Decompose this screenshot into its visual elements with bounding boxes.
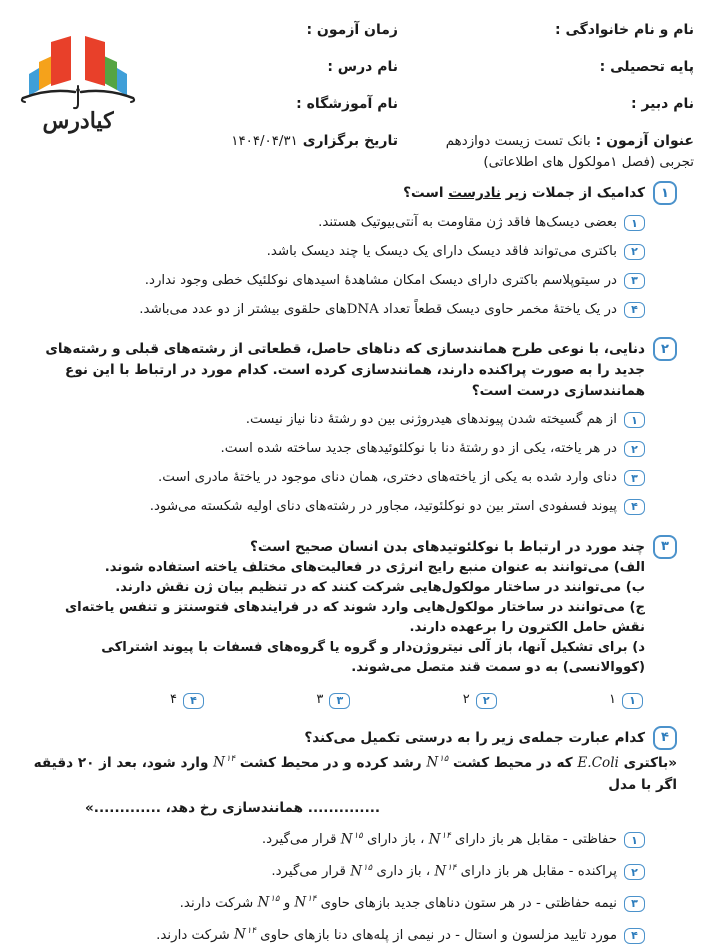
question-list — [8, 173, 698, 946]
option-number-badge: ۲ — [624, 864, 645, 880]
question-3-stem: چند مورد در ارتباط با نوکلئوتیدهای بدن انسان صحیح است؟ — [250, 538, 645, 555]
question-1-stem: کدامیک از جملات زیر نادرست است؟ — [403, 185, 645, 202]
question-3 — [30, 535, 677, 709]
sub-item-dal: د) برای تشکیل آنها، باز آلی نیتروژن‌دار و گروه یا گروه‌های فسفات با پیوند اشتراکی (کووالانسی) به دو سمت قند متصل می‌شوند. — [101, 639, 645, 675]
option-number-badge: ۲ — [624, 244, 645, 260]
exam-date-value: ۱۴۰۴/۰۴/۳۱ — [231, 134, 298, 149]
option-number-badge: ۴ — [624, 302, 645, 318]
exam-title-label: عنوان آزمون : — [595, 133, 694, 149]
question-3-sub-items — [30, 558, 645, 678]
n14-isotope: $N^{۱۴}$ — [434, 862, 457, 879]
n14-isotope: $N^{۱۴}$ — [294, 894, 317, 911]
dna-latin-text: DNA — [346, 301, 379, 317]
question-4 — [30, 726, 677, 946]
n15-isotope: $N^{۱۵}$ — [340, 830, 363, 848]
n14-isotope: $N^{۱۴}$ — [233, 926, 256, 943]
question-1-option-1: ۱ بعضی دیسک‌ها فاقد ژن مقاومت به آنتی‌بیوتیک هستند. — [30, 213, 645, 234]
exam-date-field — [148, 131, 398, 168]
n15-isotope: $N^{۱۵}$ — [257, 894, 280, 911]
question-2-number-badge: ۲ — [653, 337, 677, 361]
option-number-badge: ۴ — [183, 693, 204, 709]
ecoli-latin-text: E.Coli — [577, 754, 619, 771]
question-4-number-badge: ۴ — [653, 726, 677, 750]
question-4-option-2: ۲ پراکنده - مقابل هر باز دارای $N^{۱۴}$ ، باز داری $N^{۱۵}$ قرار می‌گیرد. — [30, 862, 645, 883]
sub-item-be: ب) می‌توانند در ساختار مولکول‌هایی شرکت کنند که در تنظیم بیان ژن نقش دارند. — [115, 579, 645, 595]
question-1-option-4: ۴ در یک یاختهٔ مخمر حاوی دیسک قطعاً تعداد DNAهای حلقوی بیشتر از دو عدد می‌باشد. — [30, 300, 645, 321]
option-number-badge: ۱ — [622, 693, 643, 709]
course-field-label: نام درس : — [327, 59, 398, 75]
n14-isotope: $N^{۱۴}$ — [213, 754, 236, 771]
fullname-field-label: نام و نام خانوادگی : — [554, 22, 694, 38]
question-2-option-3: ۳ دنای وارد شده به یکی از یاخته‌های دختری، همان دنای موجود در یاختهٔ مادری است. — [30, 468, 645, 489]
n14-isotope: $N^{۱۴}$ — [428, 830, 451, 848]
underlined-word: نادرست — [448, 185, 501, 202]
answer-choice-3: ۳ ۳ — [316, 691, 350, 709]
exam-title-value-line1: بانک تست زیست دوازدهم — [445, 134, 591, 149]
option-number-badge: ۲ — [476, 693, 497, 709]
exam-title-value-line2: تجربی (فصل ۱مولکول های اطلاعاتی) — [483, 155, 694, 171]
question-3-answer-row — [30, 678, 645, 709]
option-number-badge: ۳ — [624, 273, 645, 289]
option-number-badge: ۳ — [624, 470, 645, 486]
answer-choice-1: ۱ ۱ — [609, 691, 643, 709]
exam-date-label: تاریخ برگزاری — [302, 133, 398, 149]
question-2-option-4: ۴ پیوند فسفودی استر بین دو نوکلئوتید، مجاور در رشته‌های دنای اولیه شکسته می‌شود. — [30, 497, 645, 518]
question-4-option-3: ۳ نیمه حفاظتی - در هر ستون دناهای جدید بازهای حاوی $N^{۱۴}$ و $N^{۱۵}$ شرکت دارند. — [30, 894, 645, 915]
exam-header — [8, 12, 698, 173]
question-4-option-1: ۱ حفاظتی - مقابل هر باز دارای $N^{۱۴}$ ، باز دارای $N^{۱۵}$ قرار می‌گیرد. — [30, 830, 645, 851]
option-number-badge: ۴ — [624, 499, 645, 515]
exam-time-field-label: زمان آزمون : — [306, 22, 398, 38]
school-field-label: نام آموزشگاه : — [296, 96, 398, 112]
option-number-badge: ۱ — [624, 832, 645, 848]
grade-field-label: پایه تحصیلی : — [599, 59, 694, 75]
question-2 — [30, 337, 677, 517]
option-number-badge: ۳ — [329, 693, 350, 709]
option-number-badge: ۳ — [624, 896, 645, 912]
n15-isotope: $N^{۱۵}$ — [350, 862, 373, 879]
question-2-option-1: ۱ از هم گسیخته شدن پیوندهای هیدروژنی بین دو رشتهٔ دنا نیاز نیست. — [30, 410, 645, 431]
answer-choice-2: ۲ ۲ — [463, 691, 497, 709]
question-4-stem: کدام عبارت جمله‌ی زیر را به درستی تکمیل می‌کند؟ — [304, 729, 645, 746]
question-1-option-2: ۲ باکتری می‌تواند فاقد دیسک دارای یک دیسک یا چند دیسک باشد. — [30, 242, 645, 263]
option-number-badge: ۱ — [624, 412, 645, 428]
question-4-quote: «باکتری E.Coli که در محیط کشت $N^{۱۵}$ رشد کرده و در محیط کشت $N^{۱۴}$ وارد شود، بعد از ۲۰ دقیقه اگر با مدل .............. همانندسازی رخ دهد، .............» — [30, 752, 677, 819]
sub-item-jim: ج) می‌توانند در ساختار مولکول‌هایی وارد شوند که در فرایندهای فتوسنتز و تنفس یاخته‌ای نقش حامل الکترون را برعهده دارند. — [65, 599, 645, 635]
teacher-field-label: نام دبیر : — [631, 96, 694, 112]
sub-item-alef: الف) می‌توانند به عنوان منبع رایج انرژی در فعالیت‌های مختلف یاخته استفاده شوند. — [104, 559, 645, 575]
question-4-option-4: ۴ مورد تایید مزلسون و استال - در نیمی از پله‌های دنا بازهای حاوی $N^{۱۴}$ شرکت دارند. — [30, 926, 645, 946]
question-2-stem: دنایی، با نوعی طرح همانندسازی که دناهای حاصل، قطعاتی از رشته‌های قبلی و رشته‌های جدید را به صورت پراکنده دارند، همانندسازی کرده است. کدام مورد در ارتباط با این نوع همانندسازی درست است؟ — [45, 341, 645, 400]
question-1-option-3: ۳ در سیتوپلاسم باکتری دارای دیسک امکان مشاهدهٔ اسیدهای نوکلئیک خطی وجود ندارد. — [30, 271, 645, 292]
question-4-quote-continuation: .............. همانندسازی رخ دهد، .............» — [85, 799, 381, 816]
question-2-option-2: ۲ در هر یاخته، یکی از دو رشتهٔ دنا با نوکلئوئیدهای جدید ساخته شده است. — [30, 439, 645, 460]
option-number-badge: ۴ — [624, 928, 645, 944]
kiadars-logo — [8, 20, 148, 134]
n15-isotope: $N^{۱۵}$ — [426, 754, 449, 771]
header-right-column — [398, 20, 694, 173]
header-middle-column — [148, 20, 398, 168]
question-1 — [30, 181, 677, 320]
open-book-logo-icon — [17, 28, 139, 112]
exam-title-field — [398, 131, 694, 173]
option-number-badge: ۲ — [624, 441, 645, 457]
question-3-number-badge: ۳ — [653, 535, 677, 559]
logo-wordmark: کیادرس — [42, 108, 114, 134]
answer-choice-4: ۴ ۴ — [170, 691, 204, 709]
question-1-number-badge: ۱ — [653, 181, 677, 205]
option-number-badge: ۱ — [624, 215, 645, 231]
